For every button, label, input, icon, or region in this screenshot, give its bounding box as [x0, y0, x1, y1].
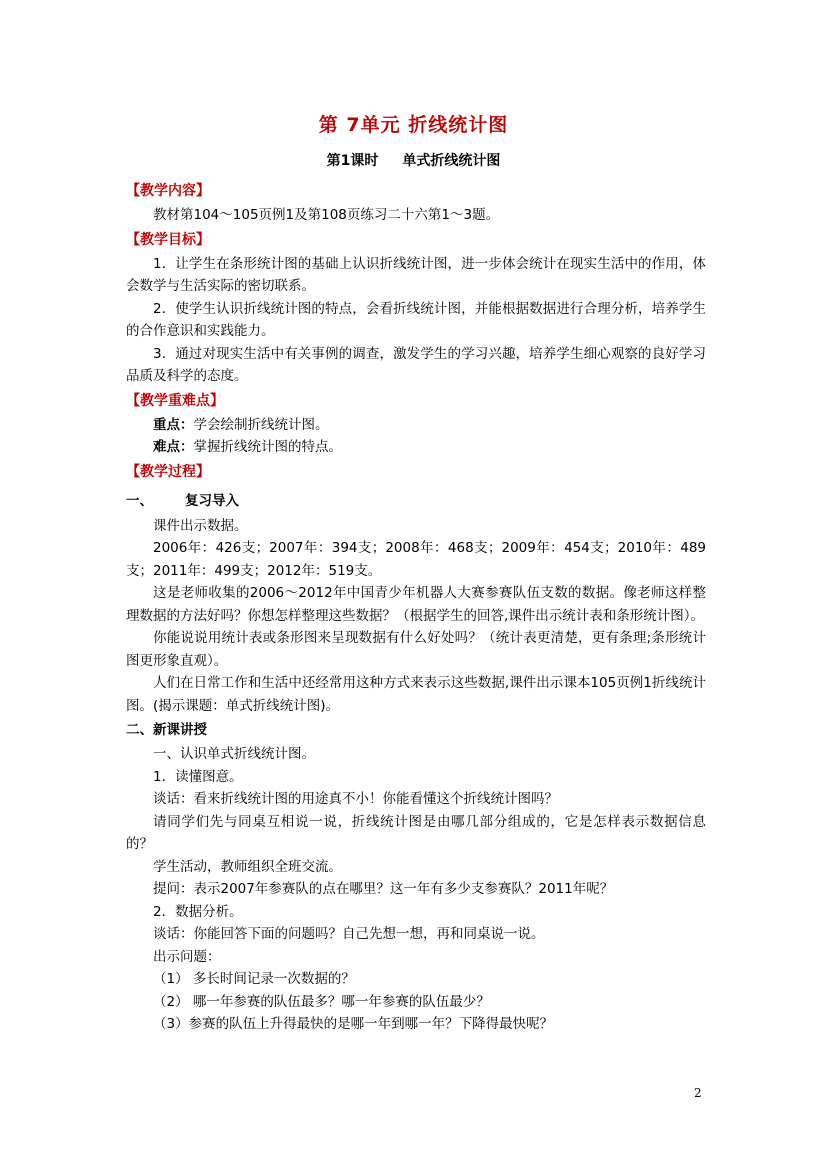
diff-label: 难点：	[153, 439, 194, 455]
review-line: 这是老师收集的2006～2012年中国青少年机器人大赛参赛队伍支数的数据。像老师这样整理数据的方法好吗？你想怎样整理这些数据？（根据学生的回答,课件出示统计表和条形统计图）。	[126, 585, 706, 624]
heading-goals: 【教学目标】	[126, 231, 210, 248]
content-text: 教材第104～105页例1及第108页练习二十六第1～3题。	[153, 207, 500, 223]
heading-keypoints: 【教学重难点】	[126, 392, 224, 409]
lesson-line: 谈话：你能回答下面的问题吗？自己先想一想，再和同桌说一说。	[153, 926, 545, 942]
section-1-num: 一、	[126, 492, 153, 509]
document-body	[126, 178, 706, 1036]
lesson-line: 提问：表示2007年参赛队的点在哪里？这一年有多少支参赛队？2011年呢？	[153, 881, 614, 897]
review-line: 你能说说用统计表或条形图来呈现数据有什么好处吗？（统计表更清楚，更有条理;条形统计图更形象直观）。	[126, 630, 706, 669]
key-text: 学会绘制折线统计图。	[193, 416, 329, 433]
review-line: 2006年：426支；2007年：394支；2008年：468支；2009年：454支；2010年：489支；2011年：499支；2012年：519支。	[126, 540, 706, 579]
goal-item-2: 2．使学生认识折线统计图的特点，会看折线统计图，并能根据数据进行合理分析，培养学生的合作意识和实践能力。	[126, 300, 706, 339]
section-new-lesson: 二、新课讲授	[126, 722, 207, 738]
lesson-name: 单式折线统计图	[402, 153, 501, 169]
key-label: 重点：	[153, 416, 194, 433]
lesson-number: 第1课时	[326, 153, 379, 169]
lesson-line: 一、认识单式折线统计图。	[153, 746, 315, 762]
lesson-line: 1．读懂图意。	[153, 768, 243, 785]
question-item: （3）参赛的队伍上升得最快的是哪一年到哪一年？下降得最快呢？	[153, 1016, 554, 1032]
heading-content: 【教学内容】	[126, 183, 210, 199]
unit-title: 第 7单元 折线统计图	[318, 114, 509, 136]
question-item: （1） 多长时间记录一次数据的？	[153, 971, 355, 987]
lesson-subtitle	[0, 150, 827, 170]
section-review-intro	[126, 487, 706, 515]
goal-item-3: 3．通过对现实生活中有关事例的调查，激发学生的学习兴趣，培养学生细心观察的良好学习品质及科学的态度。	[126, 345, 706, 384]
difficult-point	[126, 436, 706, 459]
key-point	[126, 414, 706, 437]
lesson-line: 谈话：看来折线统计图的用途真不小！你能看懂这个折线统计图吗？	[153, 791, 558, 807]
lesson-line: 请同学们先与同桌互相说一说，折线统计图是由哪几部分组成的，它是怎样表示数据信息的？	[126, 813, 706, 852]
heading-process: 【教学过程】	[126, 463, 210, 480]
diff-text: 掌握折线统计图的特点。	[193, 439, 342, 455]
lesson-line: 出示问题：	[153, 948, 221, 965]
lesson-line: 学生活动，教师组织全班交流。	[153, 858, 342, 875]
lesson-line: 2．数据分析。	[153, 903, 243, 920]
question-item: （2） 哪一年参赛的队伍最多？哪一年参赛的队伍最少？	[153, 993, 490, 1010]
goal-item-1: 1．让学生在条形统计图的基础上认识折线统计图，进一步体会统计在现实生活中的作用，体会数学与生活实际的密切联系。	[126, 255, 706, 294]
section-1-title: 复习导入	[185, 492, 239, 509]
review-line: 课件出示数据。	[153, 517, 248, 534]
review-line: 人们在日常工作和生活中还经常用这种方式来表示这些数据,课件出示课本105页例1折线统计图。(揭示课题：单式折线统计图)。	[126, 675, 706, 714]
page-number: 2	[694, 1086, 702, 1100]
